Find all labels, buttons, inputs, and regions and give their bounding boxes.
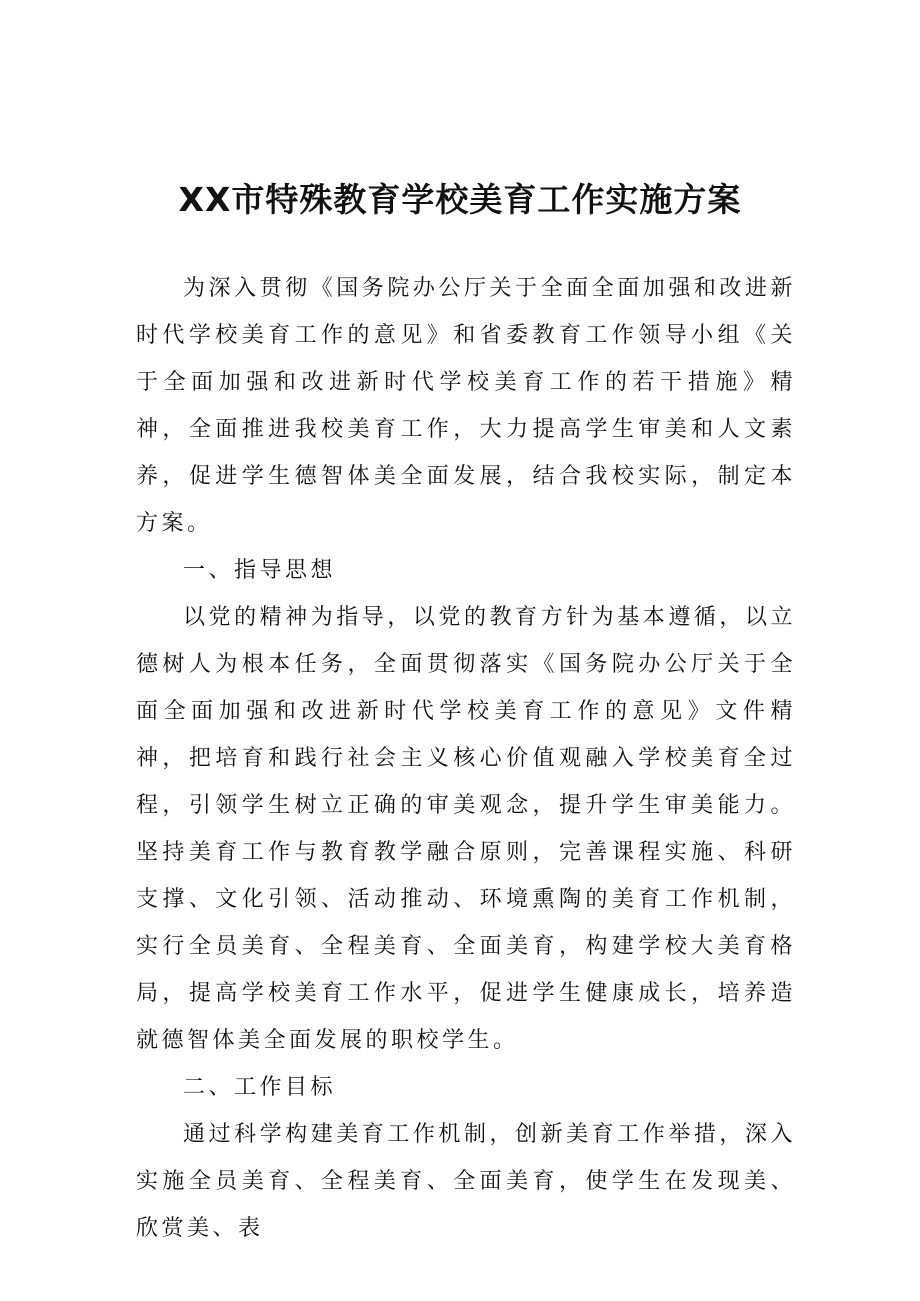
- section-paragraph-guiding-ideology: 以党的精神为指导，以党的教育方针为基本遵循，以立德树人为根本任务，全面贯彻落实《国务院办公厅关于全面全面加强和改进新时代学校美育工作的意见》文件精神，把培育和践行社会主义核心价值观融入学校美育全过程，引领学生树立正确的审美观念，提升学生审美能力。坚持美育工作与教育教学融合原则，完善课程实施、科研支撑、文化引领、活动推动、环境熏陶的美育工作机制，实行全员美育、全程美育、全面美育，构建学校大美育格局，提高学校美育工作水平，促进学生健康成长，培养造就德智体美全面发展的职校学生。: [136, 605, 796, 1053]
- document-body: [136, 265, 796, 1252]
- intro-paragraph: 为深入贯彻《国务院办公厅关于全面全面加强和改进新时代学校美育工作的意见》和省委教育工作领导小组《关于全面加强和改进新时代学校美育工作的若干措施》精神，全面推进我校美育工作，大力提高学生审美和人文素养，促进学生德智体美全面发展，结合我校实际，制定本方案。: [136, 276, 796, 536]
- section-heading-guiding-ideology: 一、指导思想: [183, 558, 337, 583]
- document-title: XX市特殊教育学校美育工作实施方案: [178, 180, 742, 219]
- section-heading-work-goals: 二、工作目标: [183, 1075, 337, 1100]
- section-paragraph-work-goals: 通过科学构建美育工作机制，创新美育工作举措，深入实施全员美育、全程美育、全面美育，使学生在发现美、欣赏美、表: [136, 1122, 796, 1241]
